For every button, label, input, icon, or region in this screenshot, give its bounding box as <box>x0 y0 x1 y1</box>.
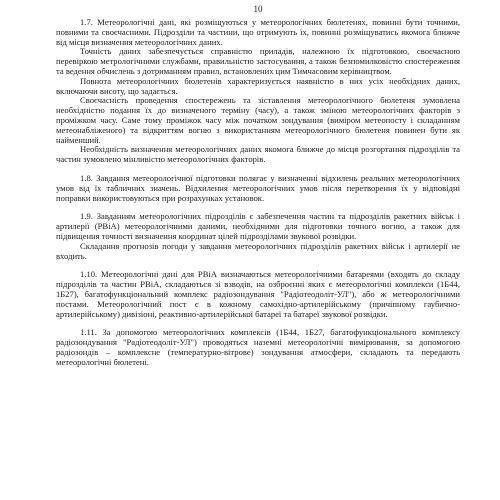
paragraph-accuracy: Точність даних забезпечується справністю приладів, належною їх підготовкою, своєчасною перевіркою метрологічними службами, правильністю застосування, а також безпомилковістю спостереження та ведення обчислень з дотриманням правил, встановлених цим Тимчасовим керівництвом. <box>56 46 460 76</box>
paragraph-necessity: Необхідність визначення метеорологічних даних якомога ближче до місця розгортання підрозділів та частин зумовлено мінливістю метеорологічних факторів. <box>56 144 460 165</box>
paragraph-1-10: 1.10. Метеорологічні дані для РВіА визначаються метеорологічними батареями (входять до складу підрозділів та частин РВіА, складаються зі взводів, на озброєнні яких є метеорологічні комплекси (1Б44, 1Б27), багатофункціональний комплекс радіозондування "Радіотеодоліт-УЛ"), або ж метеорологічними постами. Метеорологічний пост є в кожному самохідно-артилерійському (причіпному гаубично-артилерійському) дивізіоні, реактивно-артилерійської батареї та батареї звукової розвідки. <box>56 269 460 319</box>
page-number: 10 <box>253 4 263 14</box>
paragraph-1-9: 1.9. Завданням метеорологічних підрозділів є забезпечення частин та підрозділів ракетних військ і артилерії (РВіА) метеорологічними даними, необхідними для підготовки точного вогню, а також для підвищення точності визначення координат цілей підрозділами звукової розвідки. <box>56 211 460 241</box>
document-body <box>56 18 460 368</box>
paragraph-1-8: 1.8. Завдання метеорологічної підготовки полягає у визначенні відхилень реальних метеорологічних умов від їх табличних значень. Відхилення метеорологічних умов після перетворення їх у відповідні поправки використовуються при розрахунках установок. <box>56 172 460 203</box>
paragraph-forecasts: Складання прогнозів погоди у завдання метеорологічних підрозділів ракетних військ і артилерії не входить. <box>56 240 460 261</box>
paragraph-1-11: 1.11. За допомогою метеорологічних комплексів (1Б44, 1Б27, багатофункціонального комплексу радіозондування "Радіотеодоліт-УЛ") проводяться наземні метеорологічні вимірювання, за допомогою радіозондів – комплексне (температурно-вітрове) зондування атмосфери, складають та передають метеорологічні бюлетені. <box>56 327 460 367</box>
paragraph-timeliness: Своєчасність проведення спостережень та зіставлення метеорологічного бюлетеня зумовлена необхідністю подання їх до визначеного терміну (часу), а також зміною метеорологічних факторів з проміжком часу. Саме тому проміжок часу між початком зондування (виміром метеопосту і складанням метеонабліженого) та відкриттям вогню з використанням метеорологічного бюлетеня повинен бути як найменший. <box>56 95 460 145</box>
paragraph-completeness: Повнота метеорологічних бюлетенів характеризується наявністю в них усіх необхідних даних, включаючи висоту, що задається. <box>56 75 460 96</box>
paragraph-1-7: 1.7. Метеорологічні дані, які розміщуються у метеорологічних бюлетенях, повинні бути точними, повними та своєчасними. Підрозділи та частини, що отримують їх, повинні розміщуватись якомога ближче від місця визначення метеорологічних даних. <box>56 17 460 47</box>
